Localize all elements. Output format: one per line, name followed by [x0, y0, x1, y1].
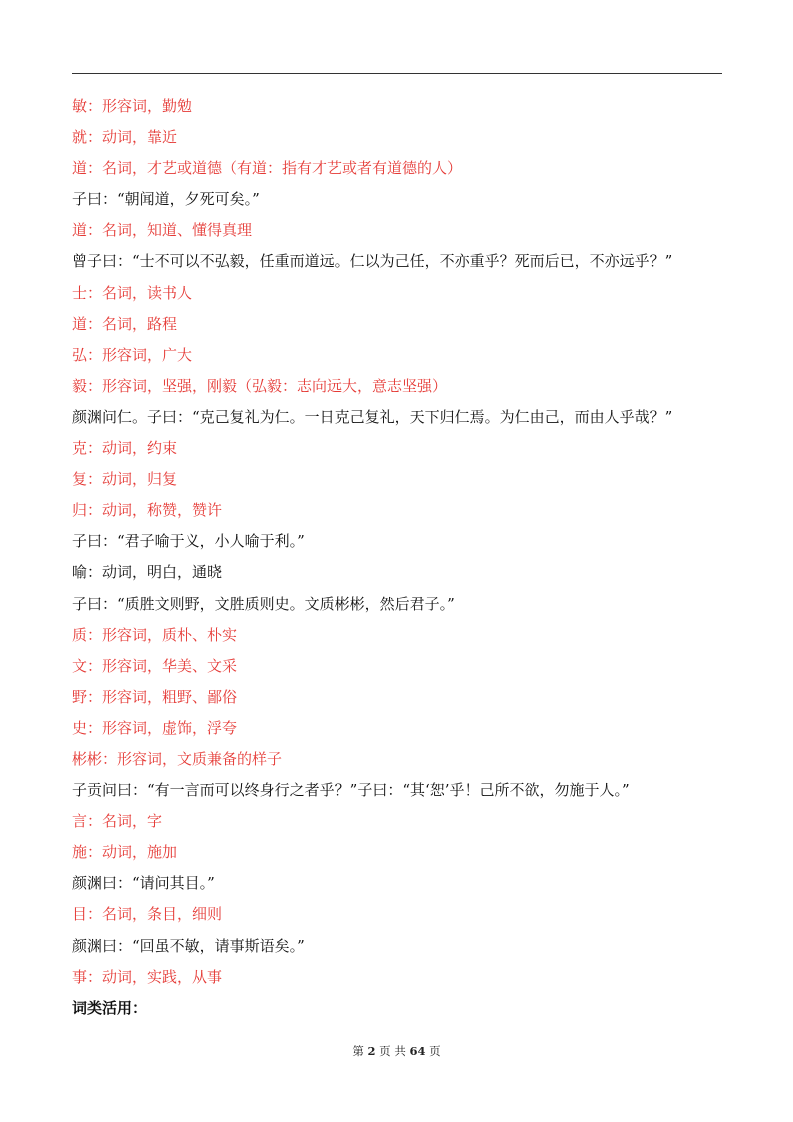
- annotation-line: 目：名词，条目，细则: [72, 905, 223, 924]
- annotation-line: 归：动词，称赞，赞许: [72, 501, 223, 520]
- annotation-line: 毅：形容词，坚强，刚毅（弘毅：志向远大，意志坚强）: [72, 376, 448, 395]
- annotation-line: 文：形容词，华美、文采: [72, 656, 238, 675]
- footer-middle: 页 共: [379, 1044, 406, 1058]
- text-line: 颜渊曰：“回虽不敏，请事斯语矣。”: [72, 936, 305, 955]
- annotation-line: 敏：形容词，勤勉: [72, 97, 193, 115]
- total-page-count: 64: [409, 1044, 426, 1058]
- annotation-line: 彬彬：形容词，文质兼备的样子: [72, 749, 283, 768]
- text-line: 颜渊曰：“请问其目。”: [72, 874, 215, 893]
- annotation-line: 言：名词，字: [72, 812, 163, 831]
- annotation-line: 复：动词，归复: [72, 470, 178, 489]
- annotation-line: 野：形容词，粗野、鄙俗: [72, 687, 238, 706]
- text-line: 子曰：“质胜文则野，文胜质则史。文质彬彬，然后君子。”: [72, 594, 455, 613]
- annotation-line: 弘：形容词，广大: [72, 345, 193, 364]
- annotation-line: 克：动词，约束: [72, 439, 178, 458]
- text-line: 曾子曰：“士不可以不弘毅，任重而道远。仁以为己任，不亦重乎？死而后已，不亦远乎？”: [72, 252, 673, 271]
- annotation-line: 道：名词，知道、懂得真理: [72, 221, 253, 240]
- text-line: 喻：动词，明白，通晓: [72, 563, 223, 582]
- annotation-line: 道：名词，路程: [72, 314, 178, 333]
- text-line: 子曰：“朝闻道，夕死可矣。”: [72, 190, 260, 209]
- page-footer: [0, 1043, 793, 1059]
- annotation-line: 事：动词，实践，从事: [72, 967, 223, 986]
- document-body: [72, 91, 732, 1024]
- header-rule: [72, 73, 722, 74]
- annotation-line: 施：动词，施加: [72, 843, 178, 862]
- text-line: 子曰：“君子喻于义，小人喻于利。”: [72, 532, 305, 551]
- footer-suffix: 页: [429, 1044, 441, 1058]
- annotation-line: 质：形容词，质朴、朴实: [72, 625, 238, 644]
- footer-prefix: 第: [352, 1044, 364, 1058]
- text-line: 子贡问曰：“有一言而可以终身行之者乎？”子曰：“其‘恕’乎！己所不欲，勿施于人。”: [72, 781, 630, 800]
- text-line: 颜渊问仁。子曰：“克己复礼为仁。一日克己复礼，天下归仁焉。为仁由己，而由人乎哉？”: [72, 407, 673, 426]
- annotation-line: 道：名词，才艺或道德（有道：指有才艺或者有道德的人）: [72, 159, 463, 178]
- section-heading: 词类活用：: [72, 998, 148, 1017]
- current-page-number: 2: [367, 1044, 376, 1058]
- annotation-line: 士：名词，读书人: [72, 283, 193, 302]
- annotation-line: 史：形容词，虚饰，浮夸: [72, 718, 238, 737]
- annotation-line: 就：动词，靠近: [72, 128, 178, 147]
